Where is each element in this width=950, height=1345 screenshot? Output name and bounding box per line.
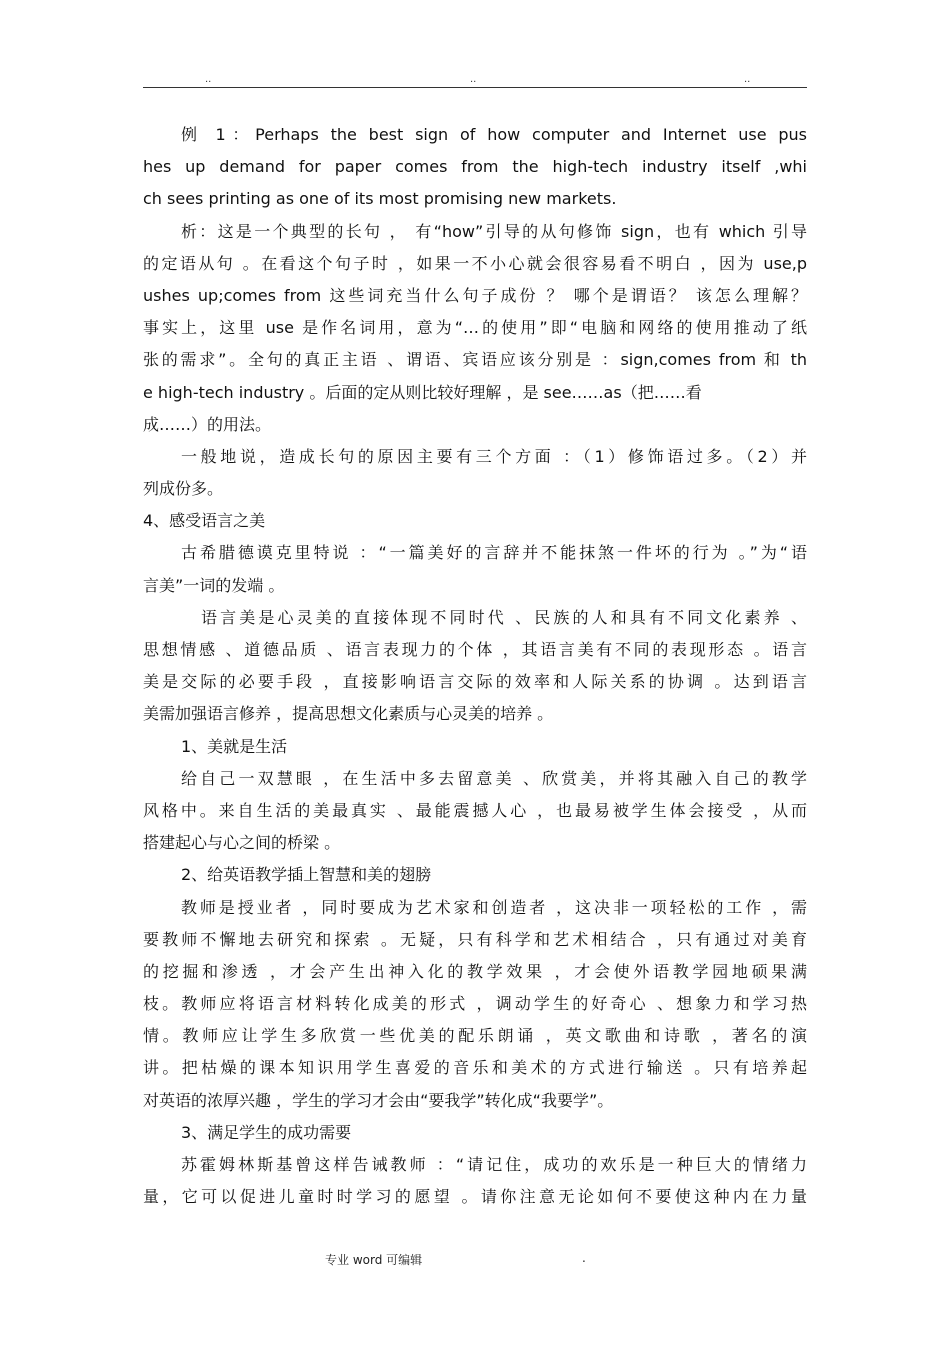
section-heading: 4、感受语言之美 [143,511,266,531]
header-mark-center: .. [470,74,477,85]
text-line: 苏霍姆林斯基曾这样告诫教师 ：“请记住，成功的欢乐是一种巨大的情绪力 [181,1155,807,1174]
text-line: 析：这是一个典型的长句 ， 有“how”引导的从句修饰 sign，也有 which 引导 [181,221,807,241]
text-line: 成……）的用法。 [143,414,272,434]
text-line: 古希腊德谟克里特说 ：“一篇美好的言辞并不能抹煞一件坏的行为 。”为“语 [181,543,807,563]
text-line: 搭建起心与心之间的桥梁 。 [143,833,341,853]
text-line: 列成份多。 [143,479,224,499]
subsection-heading: 1、美就是生活 [181,736,288,756]
text-line: 情。教师应让学生多欣赏一些优美的配乐朗诵 ，英文歌曲和诗歌 ，著名的演 [143,1026,807,1046]
text-line: 语言美是心灵美的直接体现不同时代 、民族的人和具有不同文化素养 、 [201,607,807,627]
footer-text: 专业 word 可编辑 [325,1253,423,1267]
text-line: 事实上，这里 use 是作名词用，意为“…的使用”即“电脑和网络的使用推动了纸 [143,318,807,338]
text-line: ch sees printing as one of its most promising new markets. [143,189,617,209]
text-line: 美需加强语言修养 ，提高思想文化素质与心灵美的培养 。 [143,704,554,724]
document-body [143,119,807,1213]
text-line: 美是交际的必要手段 ，直接影响语言交际的效率和人际关系的协调 。达到语言 [143,672,807,692]
text-line: 讲。把枯燥的课本知识用学生喜爱的音乐和美术的方式进行输送 。只有培养起 [143,1058,807,1078]
text-line: 一般地说，造成长句的原因主要有三个方面 ：（1）修饰语过多。（2）并 [181,446,807,466]
text-line: 量，它可以促进儿童时时学习的愿望 。请你注意无论如何不要使这种内在力量 [143,1187,807,1207]
footer-dot: . [582,1251,586,1265]
text-line: hes up demand for paper comes from the high-tech industry itself ,whi [143,157,807,177]
text-line: 风格中。来自生活的美最真实 、最能震撼人心 ，也最易被学生体会接受 ，从而 [143,800,807,820]
text-line: 张的需求”。全句的真正主语 、谓语、宾语应该分别是 ：sign,comes from 和 th [143,350,807,370]
text-line: 对英语的浓厚兴趣 ，学生的学习才会由“要我学”转化成“我要学”。 [143,1090,614,1110]
header-mark-right: .. [744,74,751,85]
text-line: 例 1：Perhaps the best sign of how computer and Internet use pus [181,125,807,144]
header-rule [143,87,807,88]
subsection-heading: 3、满足学生的成功需要 [181,1122,352,1142]
text-line: 的定语从句 。在看这个句子时 ，如果一不小心就会很容易看不明白 ，因为 use,p [143,253,807,273]
text-line: 教师是授业者 ，同时要成为艺术家和创造者 ，这决非一项轻松的工作 ，需 [181,897,807,917]
text-line: 要教师不懈地去研究和探索 。无疑，只有科学和艺术相结合 ，只有通过对美育 [143,929,807,949]
text-line: ushes up;comes from 这些词充当什么句子成份 ？ 哪个是谓语？ 该怎么理解？ [143,285,807,305]
text-line: 枝。教师应将语言材料转化成美的形式 ，调动学生的好奇心 、想象力和学习热 [143,994,807,1014]
text-line: 的挖掘和渗透 ，才会产生出神入化的教学效果 ，才会使外语教学园地硕果满 [143,961,807,981]
text-line: 思想情感 、道德品质 、语言表现力的个体 ，其语言美有不同的表现形态 。语言 [143,640,807,659]
header-mark-left: .. [205,74,212,85]
text-line: e high-tech industry 。后面的定从则比较好理解 ，是 see……as（把……看 [143,382,702,402]
subsection-heading: 2、给英语教学插上智慧和美的翅膀 [181,865,432,885]
text-line: 给自己一双慧眼 ，在生活中多去留意美 、欣赏美，并将其融入自己的教学 [181,768,807,788]
text-line: 言美”一词的发端 。 [143,575,285,595]
